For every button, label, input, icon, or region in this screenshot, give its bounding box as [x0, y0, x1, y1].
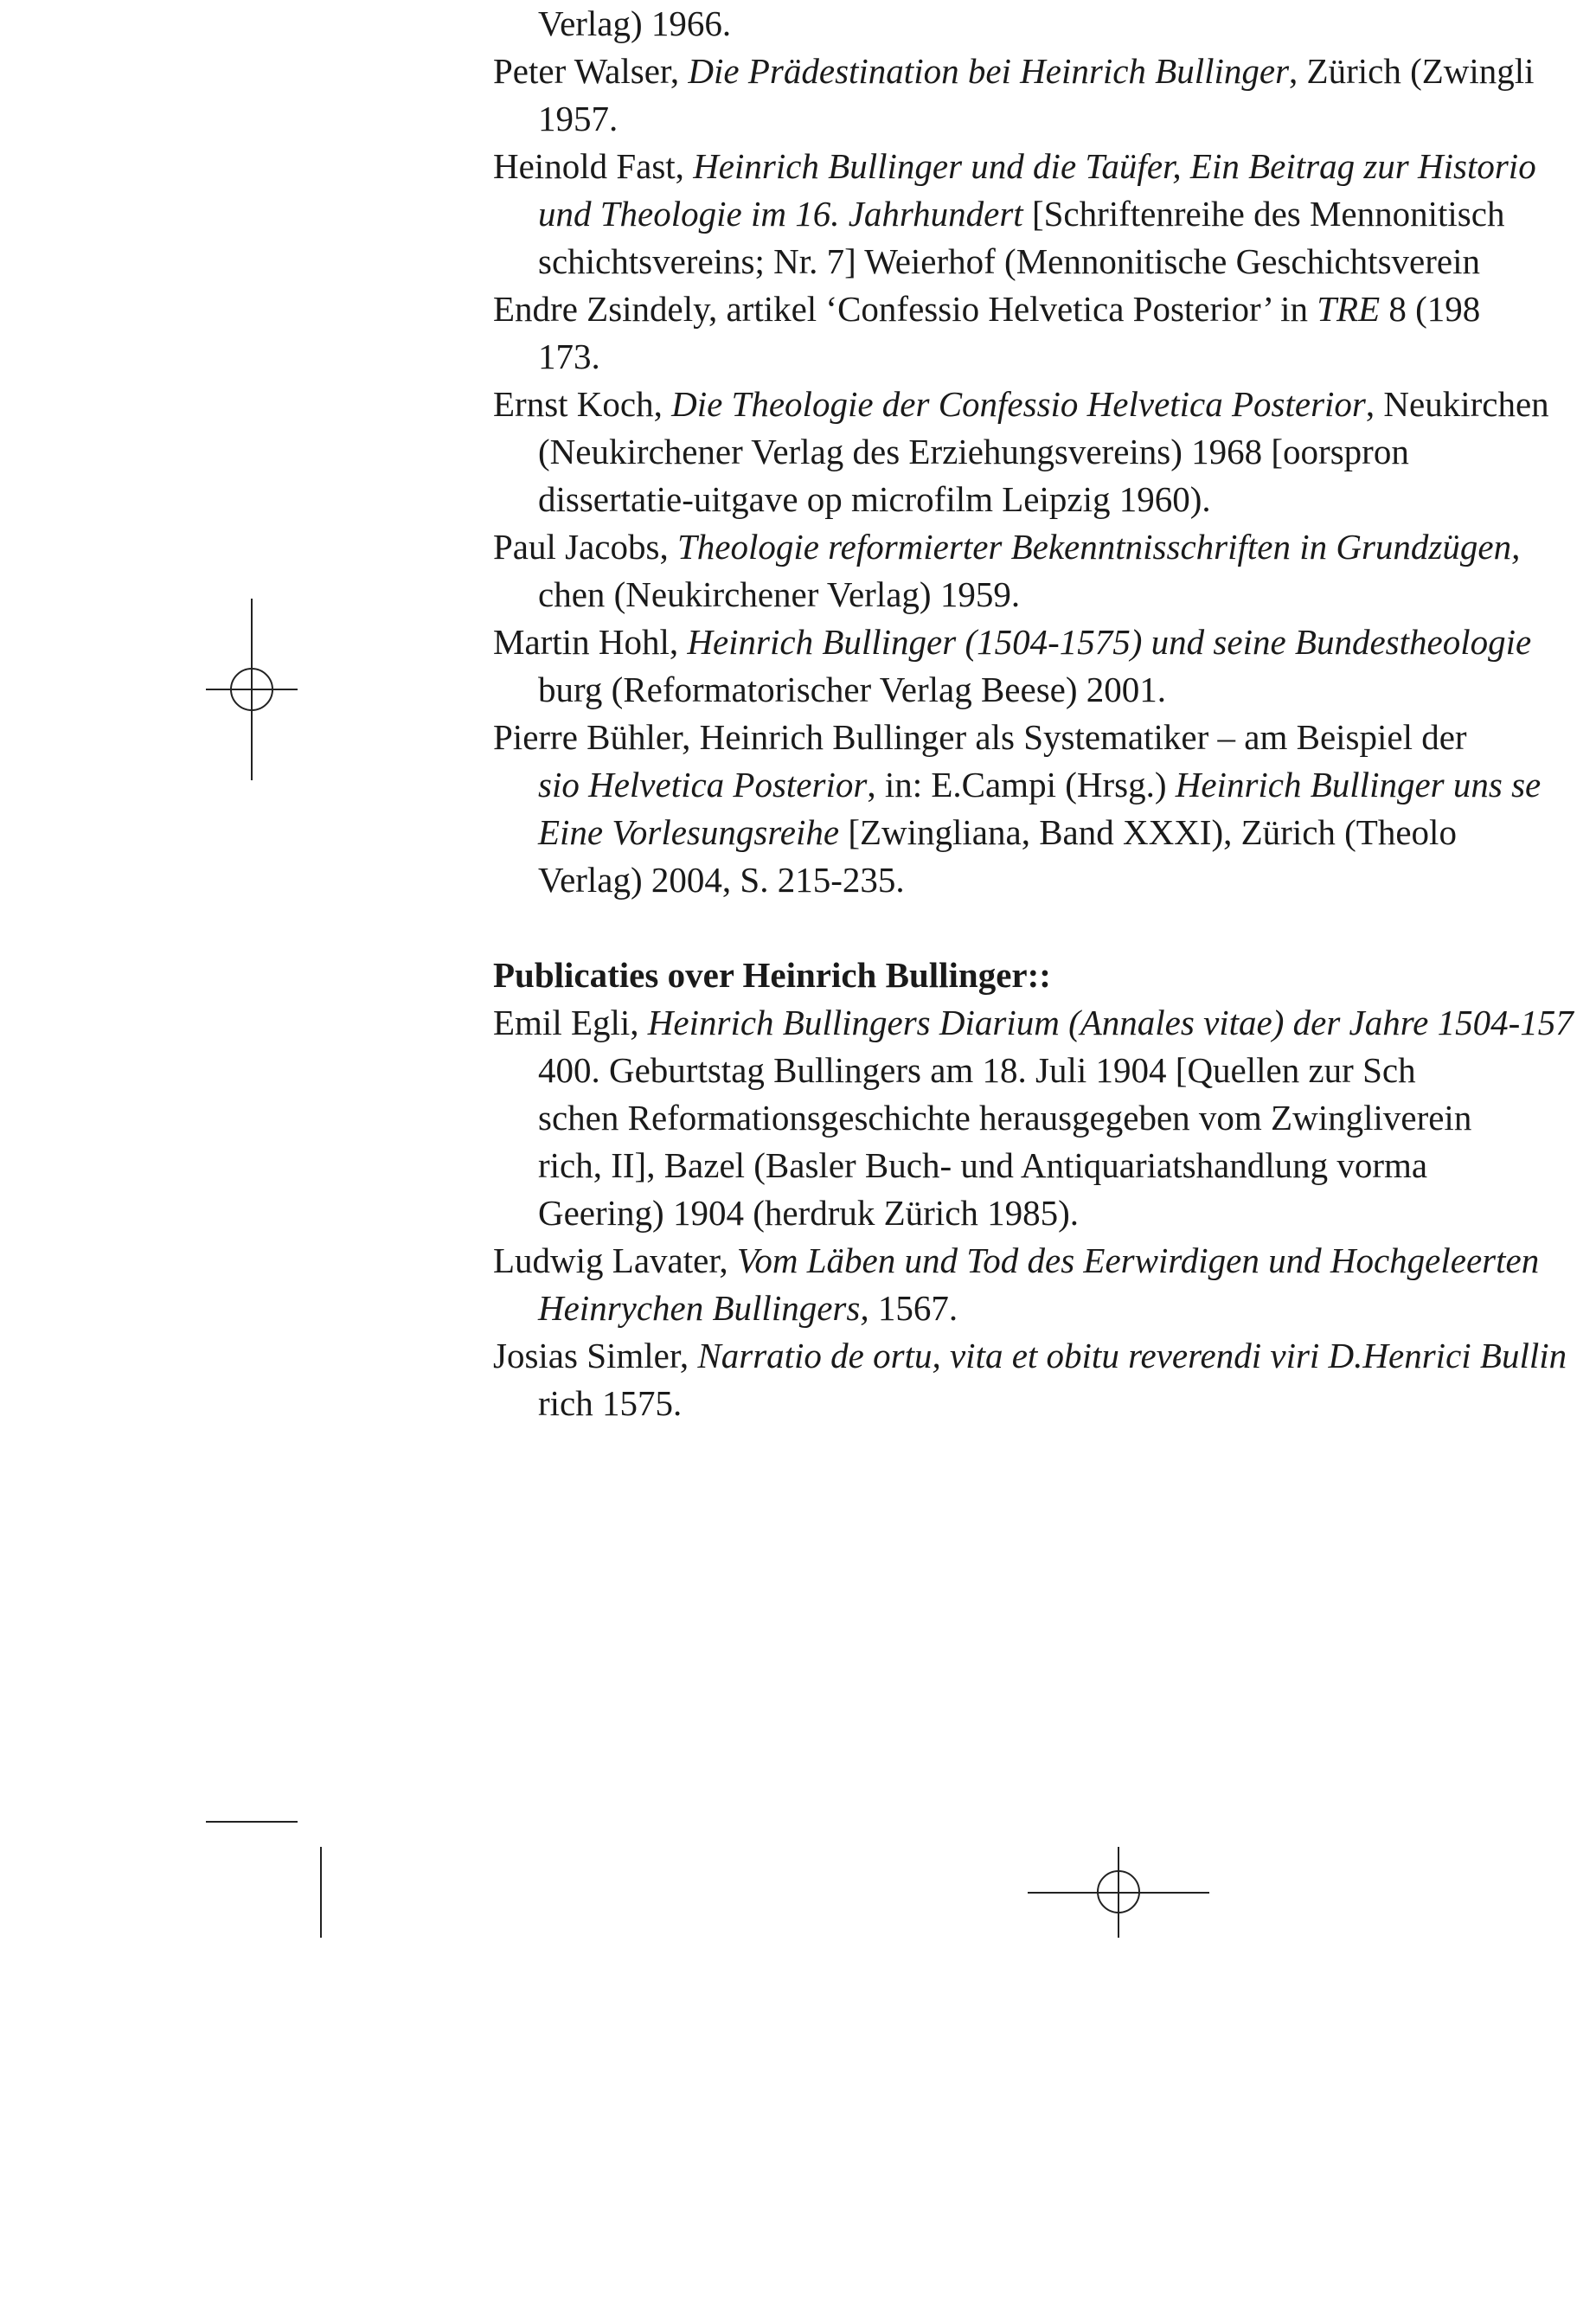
- text-run: Ludwig Lavater,: [493, 1240, 737, 1280]
- entry-line: [493, 1189, 1596, 1237]
- entry-line: [493, 666, 1596, 714]
- bibliography-list-primary: [493, 0, 1596, 904]
- bibliography-entry: [493, 48, 1596, 143]
- entry-line: [493, 809, 1596, 856]
- text-run: rich 1575.: [538, 1383, 683, 1423]
- entry-line: [493, 143, 1596, 190]
- entry-line: [493, 1094, 1596, 1142]
- italic-title: Heinrich Bullingers Diarium (Annales vitae) der Jahre 1504-157: [647, 1003, 1574, 1042]
- italic-title: Heinrich Bullinger uns se: [1175, 765, 1542, 804]
- entry-line: [493, 619, 1596, 666]
- bibliography-entry: [493, 714, 1596, 904]
- entry-line: [493, 476, 1596, 523]
- text-run: dissertatie-uitgave op microfilm Leipzig 1960).: [538, 479, 1211, 519]
- text-run: 1567.: [869, 1288, 958, 1328]
- entry-line: [493, 381, 1596, 428]
- bibliography-entry: [493, 381, 1596, 523]
- entry-line: [493, 1332, 1596, 1380]
- italic-title: Heinrich Bullinger (1504-1575) und seine Bundestheologie: [687, 622, 1532, 662]
- entry-line: [493, 0, 1596, 48]
- entry-line: [493, 999, 1596, 1047]
- italic-title: Eine Vorlesungsreihe: [538, 812, 840, 852]
- entry-line: [493, 95, 1596, 143]
- italic-title: Heinrychen Bullingers,: [538, 1288, 869, 1328]
- entry-line: [493, 428, 1596, 476]
- text-run: , Neukirchen: [1365, 384, 1549, 424]
- entry-line: [493, 1237, 1596, 1285]
- bibliography-entry: [493, 1237, 1596, 1332]
- italic-title: Theologie reformierter Bekenntnisschriften in Grundzügen,: [676, 527, 1521, 567]
- text-run: , in: E.Campi (Hrsg.): [867, 765, 1176, 804]
- bibliography-entry: [493, 0, 1596, 48]
- text-run: Peter Walser,: [493, 51, 689, 91]
- entry-line: [493, 714, 1596, 761]
- text-run: Martin Hohl,: [493, 622, 688, 662]
- italic-title: sio Helvetica Posterior: [538, 765, 868, 804]
- italic-title: Heinrich Bullinger und die Taüfer, Ein Beitrag zur Historio: [693, 146, 1536, 186]
- entry-line: [493, 285, 1596, 333]
- italic-title: TRE: [1317, 289, 1381, 329]
- text-run: Verlag) 2004, S. 215-235.: [538, 860, 905, 900]
- text-run: Verlag) 1966.: [538, 3, 732, 43]
- entry-line: [493, 856, 1596, 904]
- text-run: Josias Simler,: [493, 1336, 698, 1375]
- bibliography-text: [493, 0, 1596, 1427]
- bibliography-entry: [493, 619, 1596, 714]
- entry-line: [493, 761, 1596, 809]
- text-run: , Zürich (Zwingli: [1289, 51, 1535, 91]
- text-run: Paul Jacobs,: [493, 527, 677, 567]
- text-run: Geering) 1904 (herdruk Zürich 1985).: [538, 1193, 1080, 1233]
- entry-line: [493, 238, 1596, 285]
- text-run: Emil Egli,: [493, 1003, 648, 1042]
- text-run: 400. Geburtstag Bullingers am 18. Juli 1904 [Quellen zur Sch: [538, 1050, 1416, 1090]
- text-run: schichtsvereins; Nr. 7] Weierhof (Mennonitische Geschichtsverein: [538, 241, 1480, 281]
- text-run: (Neukirchener Verlag des Erziehungsvereins) 1968 [oorspron: [538, 432, 1409, 471]
- entry-line: [493, 523, 1596, 571]
- bibliography-entry: [493, 999, 1596, 1237]
- entry-line: [493, 1047, 1596, 1094]
- text-run: Heinold Fast,: [493, 146, 694, 186]
- italic-title: Die Theologie der Confessio Helvetica Posterior: [671, 384, 1366, 424]
- italic-title: Narratio de ortu, vita et obitu reverendi viri D.Henrici Bullin: [697, 1336, 1567, 1375]
- entry-line: [493, 571, 1596, 619]
- bibliography-list-secondary: [493, 999, 1596, 1427]
- entry-line: [493, 190, 1596, 238]
- text-run: [Zwingliana, Band XXXI), Zürich (Theolo: [839, 812, 1457, 852]
- bibliography-entry: [493, 523, 1596, 619]
- italic-title: Die Prädestination bei Heinrich Bullinger: [688, 51, 1290, 91]
- entry-line: [493, 1285, 1596, 1332]
- section-heading: Publicaties over Heinrich Bullinger::: [493, 955, 1051, 995]
- text-run: [Schriftenreihe des Mennonitisch: [1022, 194, 1505, 234]
- entry-line: [493, 333, 1596, 381]
- text-run: 1957.: [538, 99, 619, 138]
- text-run: chen (Neukirchener Verlag) 1959.: [538, 574, 1021, 614]
- text-run: 173.: [538, 336, 600, 376]
- bibliography-entry: [493, 1332, 1596, 1427]
- text-run: rich, II], Bazel (Basler Buch- und Antiquariatshandlung vorma: [538, 1145, 1428, 1185]
- entry-line: [493, 48, 1596, 95]
- entry-line: [493, 1380, 1596, 1427]
- entry-line: [493, 1142, 1596, 1189]
- italic-title: Vom Läben und Tod des Eerwirdigen und Hochgeleerten: [736, 1240, 1540, 1280]
- bibliography-entry: [493, 285, 1596, 381]
- text-run: Endre Zsindely, artikel ‘Confessio Helvetica Posterior’ in: [493, 289, 1317, 329]
- text-run: schen Reformationsgeschichte herausgegeben vom Zwingliverein: [538, 1098, 1472, 1138]
- text-run: Ernst Koch,: [493, 384, 672, 424]
- text-run: Pierre Bühler, Heinrich Bullinger als Systematiker – am Beispiel der: [493, 717, 1467, 757]
- bibliography-entry: [493, 143, 1596, 285]
- italic-title: und Theologie im 16. Jahrhundert: [538, 194, 1023, 234]
- text-run: 8 (198: [1380, 289, 1481, 329]
- text-run: burg (Reformatorischer Verlag Beese) 2001.: [538, 670, 1167, 709]
